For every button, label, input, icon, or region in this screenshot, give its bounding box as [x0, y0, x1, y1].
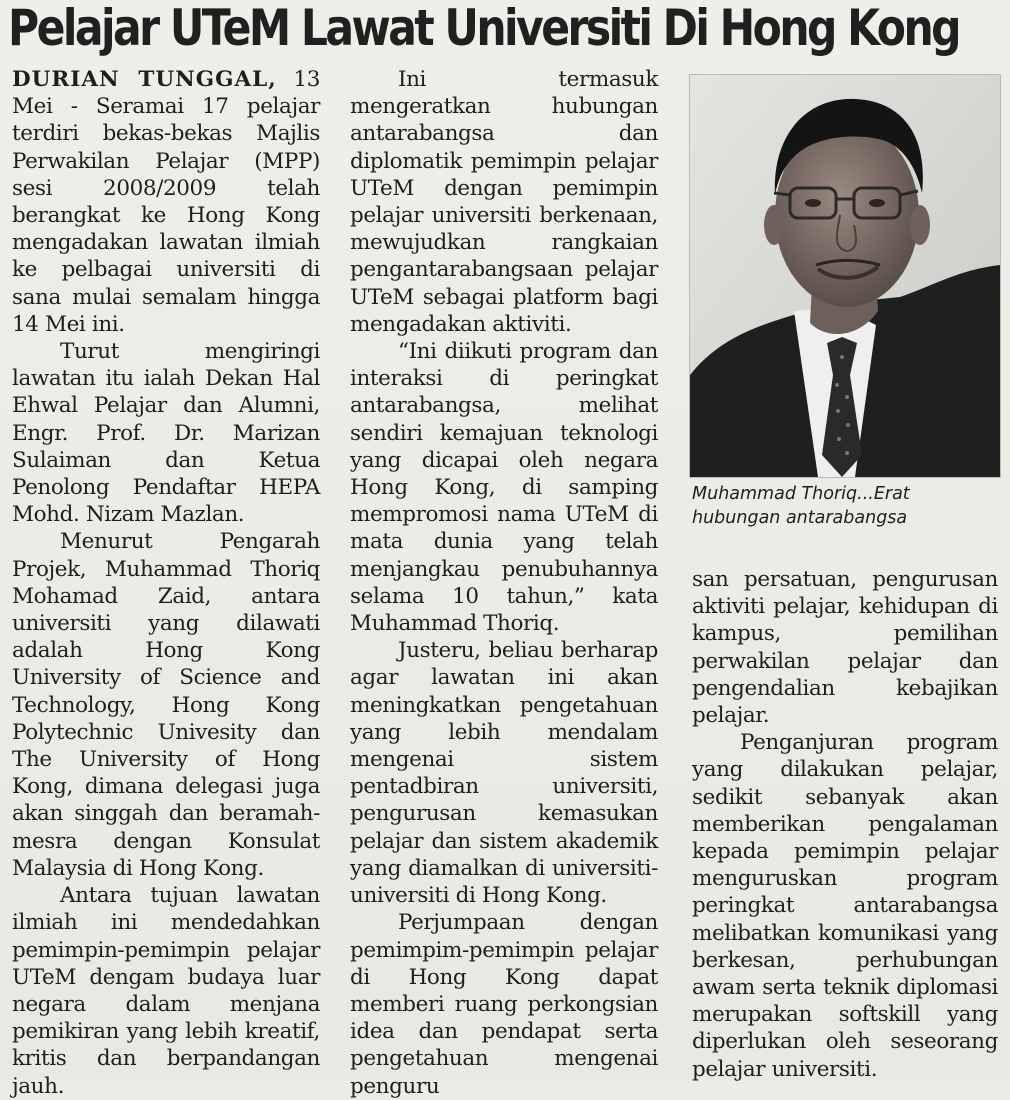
paragraph-1 [12, 66, 320, 338]
headline: Pelajar UTeM Lawat Universiti Di Hong Kong [8, 0, 960, 57]
caption-line-1: Muhammad Thoriq...Erat [692, 484, 910, 504]
photo-caption [692, 482, 992, 530]
paragraph-2: Turut mengiringi lawatan itu ialah Dekan Hal Ehwal Pelajar dan Alumni, Engr. Prof. Dr. Marizan Sulaiman dan Ketua Penolong Pendaftar HEPA Mohd. Nizam Mazlan. [12, 339, 320, 528]
article-column-2 [350, 66, 658, 1100]
article-column-1 [12, 66, 320, 1100]
paragraph-8-continued: san persatuan, pengurusan aktiviti pelajar, kehidupan di kampus, pemilihan perwakilan pelajar dan pengendalian kebajikan pelajar. [692, 567, 998, 729]
portrait-image [690, 75, 1000, 477]
article-column-3 [692, 566, 998, 1083]
paragraph-5: Ini termasuk mengeratkan hubungan antarabangsa dan diplomatik pemimpin pelajar UTeM dengan pemimpin pelajar universiti berkenaan, mewujudkan rangkaian pengantarabangsaan pelajar UTeM sebagai platform bagi mengadakan aktiviti. [350, 67, 658, 337]
paragraph-7: Justeru, beliau berharap agar lawatan ini akan meningkatkan pengetahuan yang lebih mendalam mengenai sistem pentadbiran universiti, pengurusan kemasukan pelajar dan sistem akademik yang diamalkan di universiti-universiti di Hong Kong. [350, 638, 658, 909]
caption-line-2: hubungan antarabangsa [692, 508, 908, 528]
paragraph-9: Penganjuran program yang dilakukan pelajar, sedikit sebanyak akan memberikan pengalaman kepada pemimpin pelajar menguruskan program peringkat antarabangsa melibatkan komunikasi yang berkesan, perhubungan awam serta teknik diplomasi merupakan softskill yang diperlukan oleh seseorang pelajar universiti. [692, 730, 998, 1082]
paragraph-4: Antara tujuan lawatan ilmiah ini mendedahkan pemimpin-pemimpin pelajar UTeM dengam budaya luar negara dalam menjana pemikiran yang lebih kreatif, kritis dan berpandangan jauh. [12, 883, 320, 1099]
paragraph-3: Menurut Pengarah Projek, Muhammad Thoriq Mohamad Zaid, antara universiti yang dilawati adalah Hong Kong University of Science and Technology, Hong Kong Polytechnic Univesity dan The University of Hong Kong, dimana delegasi juga akan singgah dan beramah-mesra dengan Konsulat Malaysia di Hong Kong. [12, 529, 320, 881]
paragraph-8-start: Perjumpaan dengan pemimpim-pemimpin pelajar di Hong Kong dapat memberi ruang perkongsian idea dan pendapat serta pengetahuan mengenai penguru [350, 910, 658, 1099]
paragraph-6: “Ini diikuti program dan interaksi di peringkat antarabangsa, melihat sendiri kemajuan teknologi yang dicapai oleh negara Hong Kong, di samping mempromosi nama UTeM di mata dunia yang telah menjangkau penubuhannya selama 10 tahun,” kata Muhammad Thoriq. [350, 339, 658, 637]
portrait-photo [689, 74, 1001, 478]
paragraph-1-text: 13 Mei - Seramai 17 pelajar terdiri bekas-bekas Majlis Perwakilan Pelajar (MPP) sesi 2008/2009 telah berangkat ke Hong Kong mengadakan lawatan ilmiah ke pelbagai universiti di sana mulai semalam hingga 14 Mei ini. [12, 67, 320, 337]
dateline: DURIAN TUNGGAL, [12, 67, 277, 92]
